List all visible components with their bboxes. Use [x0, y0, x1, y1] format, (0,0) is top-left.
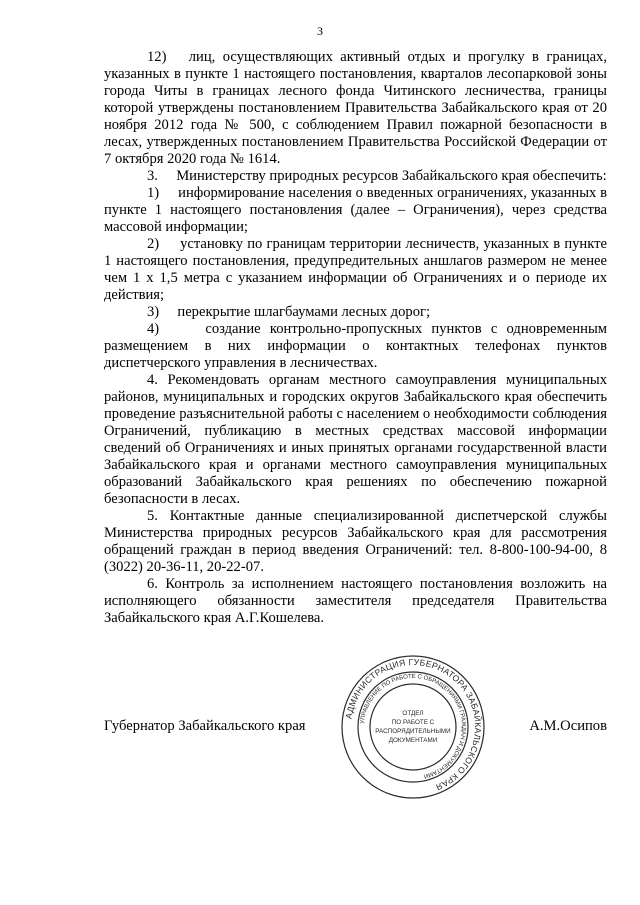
stamp-center-line-2: ПО РАБОТЕ С [391, 719, 435, 726]
stamp-center-line-4: ДОКУМЕНТАМИ [388, 737, 438, 744]
signatory-role: Губернатор Забайкальского края [104, 718, 306, 734]
paragraph-section-4: 4. Рекомендовать органам местного самоуправления муниципальных районов, муниципальных и городских округов Забайкальского края обеспечить проведение разъяснительной работы с населением о необходимости соблюдения Ограничений, публикацию в местных средствах массовой информации сведений об Ограничениях и иных принятых органами государственной власти Забайкальского края и органами местного самоуправления муниципальных образований Забайкальского края решениях по обеспечению пожарной безопасности в лесах. [104, 372, 607, 507]
stamp-center-line-1: ОТДЕЛ [402, 710, 424, 717]
official-stamp [340, 654, 486, 800]
document-body [104, 49, 607, 627]
page-number: 3 [317, 24, 323, 38]
paragraph-item-2: 2) установку по границам территории лесничеств, указанных в пункте 1 настоящего постановления, предупредительных аншлагов размером не менее чем 1 х 1,5 метра с указанием информации об Ограничениях и о периоде их действия; [104, 236, 607, 303]
stamp-outer-text: АДМИНИСТРАЦИЯ ГУБЕРНАТОРА ЗАБАЙКАЛЬСКОГО КРАЯ [343, 656, 484, 793]
paragraph-item-12: 12) лиц, осуществляющих активный отдых и прогулку в границах, указанных в пункте 1 настоящего постановления, кварталов лесопарковой зоны города Читы в границах лесного фонда Читинского лесничества, границы которой утверждены постановлением Правительства Забайкальского края от 20 ноября 2012 года № 500, с соблюдением Правил пожарной безопасности в лесах, утвержденных постановлением Правительства Российской Федерации от 7 октября 2020 года № 1614. [104, 49, 607, 167]
paragraph-item-1: 1) информирование населения о введенных ограничениях, указанных в пункте 1 настоящего постановления (далее – Ограничения), через средства массовой информации; [104, 185, 607, 235]
paragraph-section-6: 6. Контроль за исполнением настоящего постановления возложить на исполняющего обязанности заместителя председателя Правительства Забайкальского края А.Г.Кошелева. [104, 576, 607, 626]
stamp-center-line-3: РАСПОРЯДИТЕЛЬНЫМИ [375, 728, 451, 735]
stamp-middle-text: УПРАВЛЕНИЕ ПО РАБОТЕ С ОБРАЩЕНИЯМИ ГРАЖДАН И ДОКУМЕНТАМИ [360, 673, 467, 779]
paragraph-section-5: 5. Контактные данные специализированной диспетчерской службы Министерства природных ресурсов Забайкальского края для рассмотрения обращений граждан в период введения Ограничений: тел. 8-800-100-94-00, 8 (3022) 20-36-11, 20-22-07. [104, 508, 607, 575]
paragraph-item-4: 4) создание контрольно-пропускных пунктов с одновременным размещением в них информации о контактных телефонах пунктов диспетчерского управления в лесничествах. [104, 321, 607, 371]
paragraph-section-3: 3. Министерству природных ресурсов Забайкальского края обеспечить: [147, 168, 607, 184]
signatory-name: А.М.Осипов [529, 718, 607, 734]
paragraph-item-3: 3) перекрытие шлагбаумами лесных дорог; [147, 304, 431, 320]
